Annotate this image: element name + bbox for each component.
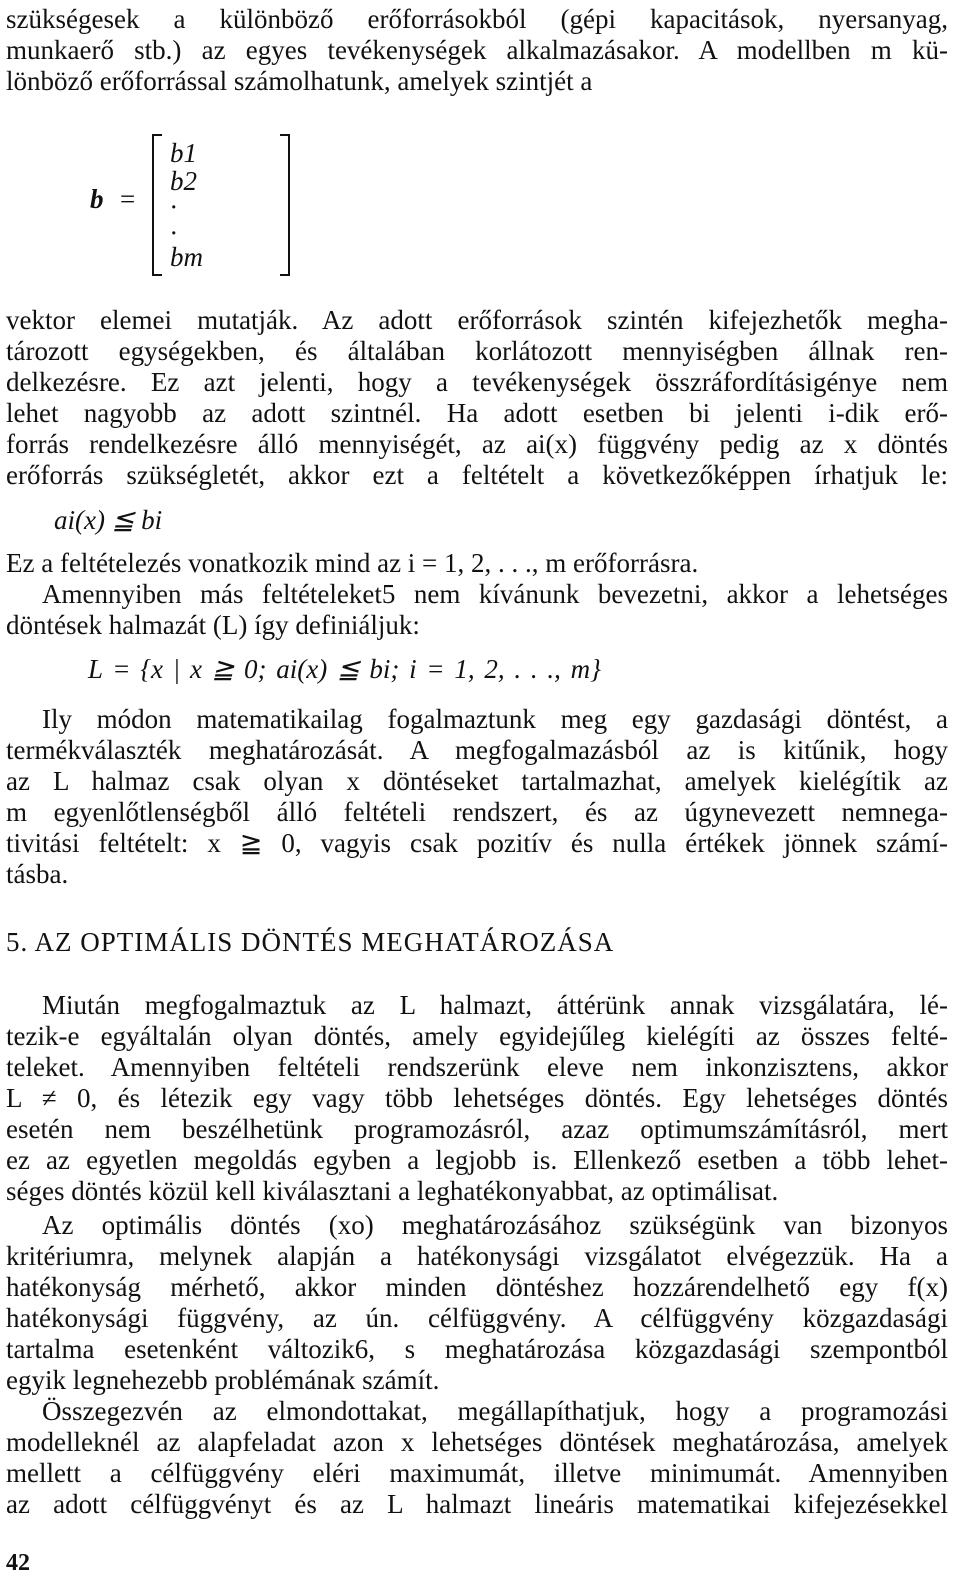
paragraph-7 <box>6 1396 948 1520</box>
text-line: Miután megfogalmaztuk az L halmazt, áttérünk annak vizsgálatára, lé- <box>42 990 948 1020</box>
text-line: m egyenlőtlenségből álló feltételi rendszert, és az úgynevezett nemnega- <box>6 797 948 827</box>
text-line: delkezésre. Ez azt jelenti, hogy a tevékenységek összráfordításigénye nem <box>6 367 948 397</box>
text-line: modelleknél az alapfeladat azon x lehetséges döntések meghatározása, amelyek <box>6 1427 948 1457</box>
text-line: vektor elemei mutatják. Az adott erőforrások szintén kifejezhetők megha- <box>6 305 948 335</box>
text-line: tivitási feltételt: x ≧ 0, vagyis csak pozitív és nulla értékek jönnek számí- <box>6 828 948 858</box>
text-line: Ily módon matematikailag fogalmaztunk meg egy gazdasági döntést, a <box>42 704 948 734</box>
equals-sign: = <box>120 184 136 214</box>
text-line: Amennyiben más feltételeket5 nem kívánunk bevezetni, akkor a lehetséges <box>42 579 948 609</box>
text-line: hatékonyság mérhető, akkor minden döntéshez hozzárendelhető egy f(x) <box>6 1272 948 1302</box>
paragraph-1 <box>6 305 948 491</box>
page-number: 42 <box>6 1550 30 1576</box>
left-bracket <box>152 134 162 276</box>
text-line: lehet nagyobb az adott szintnél. Ha adott esetben bi jelenti i-dik erő- <box>6 398 948 428</box>
vector-entry: · <box>170 218 177 248</box>
text-line: erőforrás szükségletét, akkor ezt a feltételt a következőképpen írhatjuk le: <box>6 460 948 490</box>
text-line: termékválaszték meghatározását. A megfogalmazásból az is kitűnik, hogy <box>6 735 948 765</box>
constraint-formula: ai(x) ≦ bi <box>54 505 163 535</box>
section-heading: 5. AZ OPTIMÁLIS DÖNTÉS MEGHATÁROZÁSA <box>6 927 615 957</box>
vector-symbol: b <box>90 184 104 214</box>
text-line: séges döntés közül kell kiválasztani a leghatékonyabbat, az optimálisat. <box>6 1176 779 1206</box>
text-line: egyik legnehezebb problémának számít. <box>6 1365 440 1395</box>
paragraph-5 <box>6 990 948 1207</box>
text-line: Az optimális döntés (xo) meghatározásához szükségünk van bizonyos <box>42 1210 948 1240</box>
vector-entry: · <box>170 192 177 222</box>
paragraph-6 <box>6 1210 948 1396</box>
paragraph-4 <box>6 704 948 890</box>
text-line: forrás rendelkezésre álló mennyiségét, az ai(x) függvény pedig az x döntés <box>6 429 948 459</box>
text-line: mellett a célfüggvény eléri maximumát, illetve minimumát. Amennyiben <box>6 1458 948 1488</box>
text-line: döntések halmazát (L) így definiáljuk: <box>6 610 420 640</box>
paragraph-2 <box>6 548 948 579</box>
vector-entry: bm <box>170 242 203 272</box>
text-line: munkaerő stb.) az egyes tevékenységek alkalmazásakor. A modellben m kü- <box>6 35 948 65</box>
text-line: esetén nem beszélhetünk programozásról, azaz optimumszámításról, mert <box>6 1114 948 1144</box>
paragraph-3 <box>6 579 948 641</box>
text-line: Ez a feltételezés vonatkozik mind az i = 1, 2, . . ., m erőforrásra. <box>6 548 699 578</box>
vector-entry: b1 <box>170 138 197 168</box>
text-line: az adott célfüggvényt és az L halmazt lineáris matematikai kifejezésekkel <box>6 1489 948 1519</box>
text-line: hatékonysági függvény, az ún. célfüggvény. A célfüggvény közgazdasági <box>6 1303 948 1333</box>
text-line: tartalma esetenként változik6, s meghatározása közgazdasági szempontból <box>6 1334 948 1364</box>
right-bracket <box>280 134 290 276</box>
text-line: szükségesek a különböző erőforrásokból (gépi kapacitások, nyersanyag, <box>6 4 948 34</box>
set-definition-formula: L = {x | x ≧ 0; ai(x) ≦ bi; i = 1, 2, . . ., m} <box>88 654 601 684</box>
text-line: L ≠ 0, és létezik egy vagy több lehetséges döntés. Egy lehetséges döntés <box>6 1083 948 1113</box>
text-line: lönböző erőforrással számolhatunk, amelyek szintjét a <box>6 66 593 96</box>
text-line: Összegezvén az elmondottakat, megállapíthatjuk, hogy a programozási <box>42 1396 948 1426</box>
intro-paragraph <box>6 4 948 97</box>
text-line: tásba. <box>6 859 69 889</box>
text-line: teleket. Amennyiben feltételi rendszerünk eleve nem inkonzisztens, akkor <box>6 1052 948 1082</box>
text-line: kritériumra, melynek alapján a hatékonysági vizsgálatot elvégezzük. Ha a <box>6 1241 948 1271</box>
resource-vector <box>90 128 230 278</box>
text-line: ez az egyetlen megoldás egyben a legjobb is. Ellenkező esetben a több lehet- <box>6 1145 948 1175</box>
text-line: tezik-e egyáltalán olyan döntés, amely egyidejűleg kielégíti az összes felté- <box>6 1021 948 1051</box>
text-line: az L halmaz csak olyan x döntéseket tartalmazhat, amelyek kielégítik az <box>6 766 948 796</box>
text-line: tározott egységekben, és általában korlátozott mennyiségben állnak ren- <box>6 336 948 366</box>
vector-entry: b2 <box>170 166 197 196</box>
